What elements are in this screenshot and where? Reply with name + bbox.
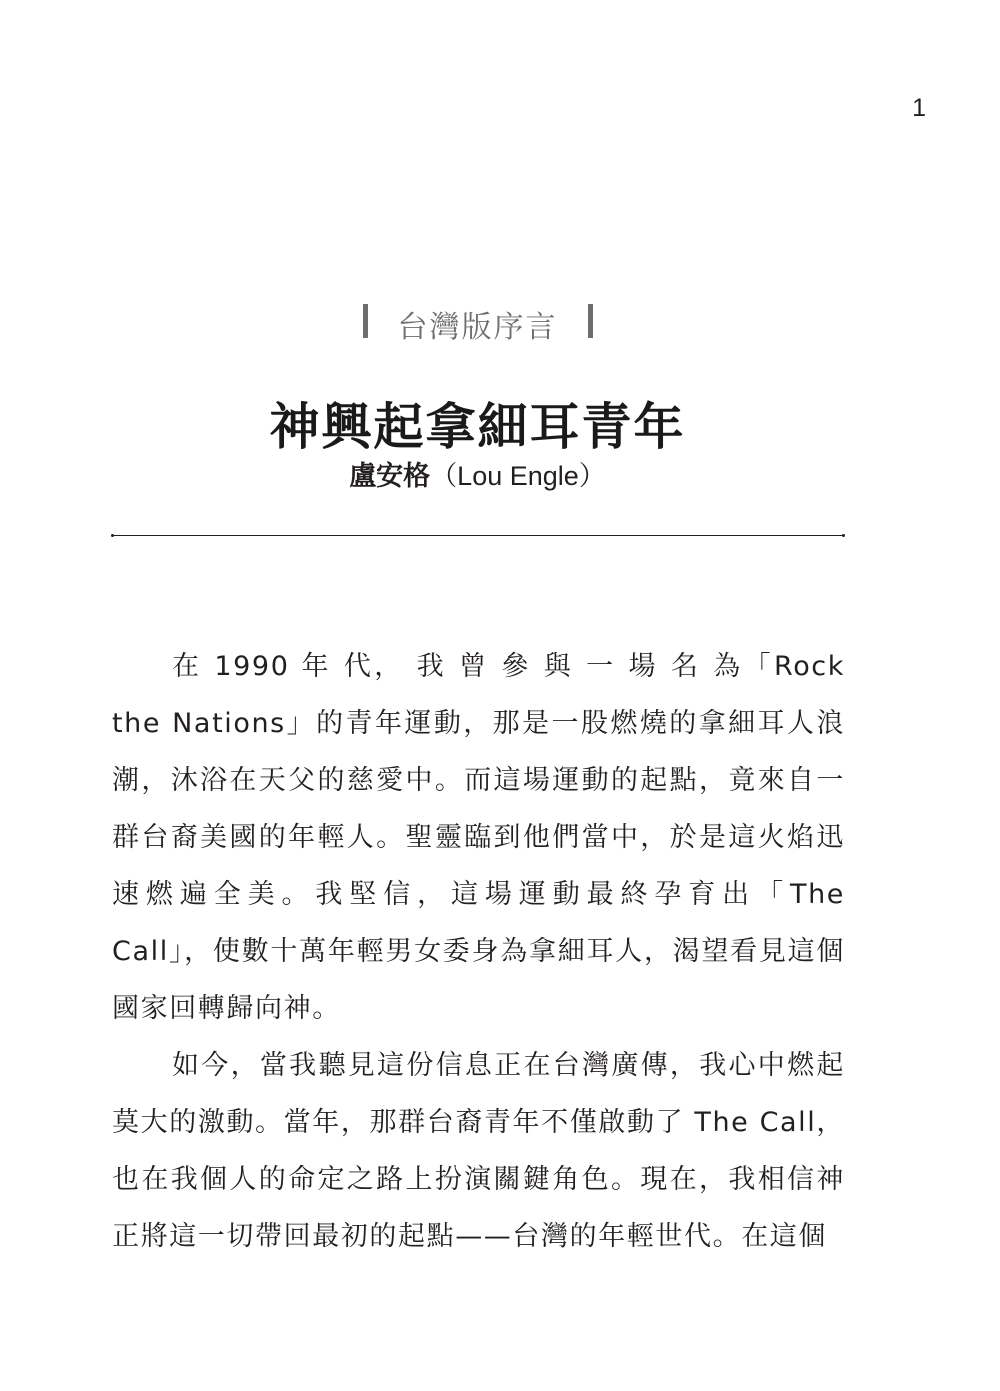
left-bar-divider xyxy=(363,304,368,338)
body-text xyxy=(112,638,845,1265)
section-label xyxy=(0,302,955,346)
page-number: 1 xyxy=(912,94,926,122)
horizontal-rule xyxy=(113,535,843,536)
paragraph-2: 如今，當我聽見這份信息正在台灣廣傳，我心中燃起莫大的激動。當年，那群台裔青年不僅啟動了 The Call，也在我個人的命定之路上扮演關鍵角色。現在，我相信神正將這一切帶回最初的起點——台灣的年輕世代。在這個 xyxy=(112,1050,845,1252)
section-label-text: 台灣版序言 xyxy=(397,310,558,345)
page-title: 神興起拿細耳青年 xyxy=(269,397,686,456)
paragraph-1: 在 1990 年 代， 我 曾 參 與 一 場 名 為「Rock the Nations」的青年運動，那是一股燃燒的拿細耳人浪潮，沐浴在天父的慈愛中。而這場運動的起點，竟來自一群台裔美國的年輕人。聖靈臨到他們當中，於是這火焰迅速燃遍全美。我堅信，這場運動最終孕育出「The Call」，使數十萬年輕男女委身為拿細耳人，渴望看見這個國家回轉歸向神。 xyxy=(112,651,845,1024)
author-line xyxy=(0,454,955,493)
author-name-zh: 盧安格 xyxy=(349,461,431,492)
author-name-en: （Lou Engle） xyxy=(430,461,606,491)
right-bar-divider xyxy=(588,304,593,338)
